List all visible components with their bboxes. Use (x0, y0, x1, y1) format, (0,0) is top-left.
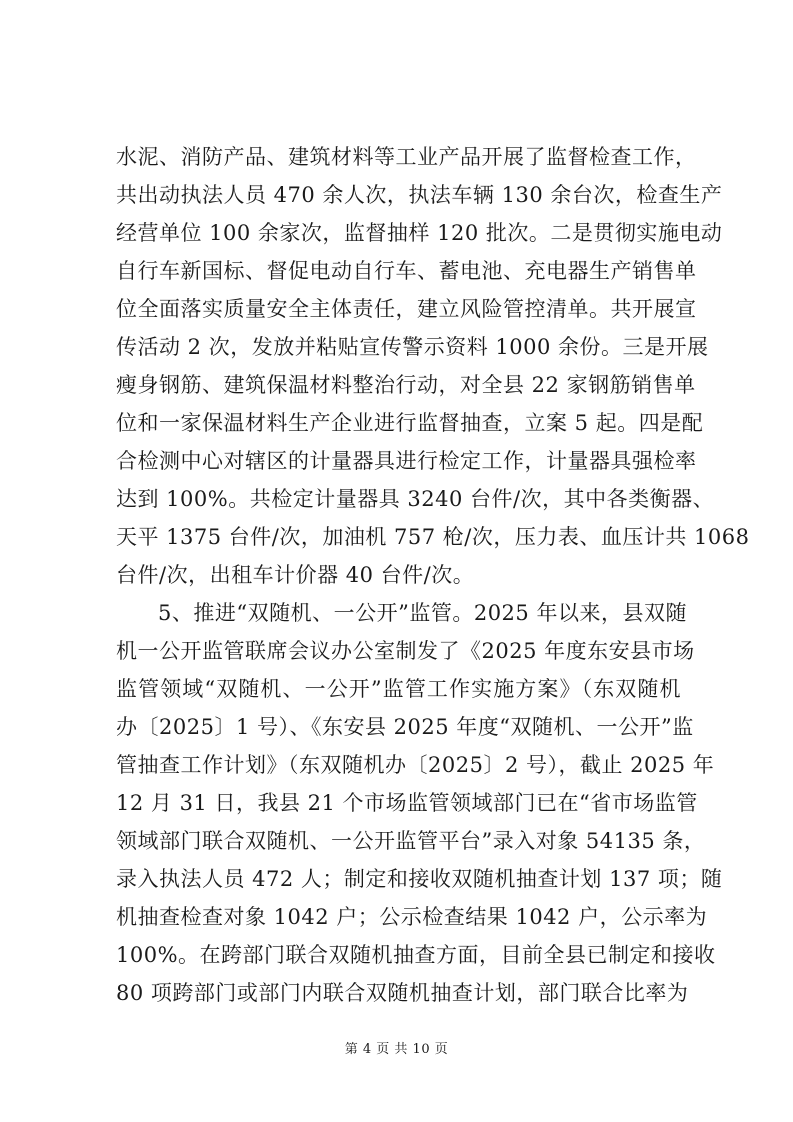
body-line-4: 自行车新国标、督促电动自行车、蓄电池、充电器生产销售单 (116, 259, 697, 283)
body-line-19: 领域部门联合双随机、一公开监管平台”录入对象 54135 条， (116, 829, 706, 853)
section-5-first-line: 5、推进“双随机、一公开”监管。2025 年以来，县双随 (158, 601, 687, 625)
body-line-15: 监管领域“双随机、一公开”监管工作实施方案》（东双随机 (116, 677, 681, 701)
body-line-9: 合检测中心对辖区的计量器具进行检定工作，计量器具强检率 (116, 449, 697, 473)
body-line-16: 办〔2025〕1 号）、《东安县 2025 年度“双随机、一公开”监 (116, 715, 694, 739)
body-line-8: 位和一家保温材料生产企业进行监督抽查，立案 5 起。四是配 (116, 411, 704, 435)
body-line-23: 80 项跨部门或部门内联合双随机抽查计划，部门联合比率为 (116, 981, 689, 1005)
body-line-12: 台件/次，出租车计价器 40 台件/次。 (116, 563, 475, 587)
body-line-6: 传活动 2 次，发放并粘贴宣传警示资料 1000 余份。三是开展 (116, 335, 709, 359)
body-line-11: 天平 1375 台件/次，加油机 757 枪/次，压力表、血压计共 1068 (116, 525, 750, 549)
body-line-20: 录入执法人员 472 人；制定和接收双随机抽查计划 137 项；随 (116, 867, 723, 891)
body-line-5: 位全面落实质量安全主体责任，建立风险管控清单。共开展宣 (116, 297, 697, 321)
body-line-1: 水泥、消防产品、建筑材料等工业产品开展了监督检查工作， (116, 145, 697, 169)
body-line-22: 100%。在跨部门联合双随机抽查方面，目前全县已制定和接收 (116, 943, 716, 967)
body-line-2: 共出动执法人员 470 余人次，执法车辆 130 余台次，检查生产 (116, 183, 723, 207)
body-line-3: 经营单位 100 余家次，监督抽样 120 批次。二是贯彻实施电动 (116, 221, 723, 245)
body-line-21: 机抽查检查对象 1042 户；公示检查结果 1042 户，公示率为 (116, 905, 708, 929)
body-line-14: 机一公开监管联席会议办公室制发了《2025 年度东安县市场 (116, 639, 695, 663)
body-line-18: 12 月 31 日，我县 21 个市场监管领域部门已在“省市场监管 (116, 791, 698, 815)
page-number-footer: 第 4 页 共 10 页 (344, 1042, 449, 1057)
body-line-17: 管抽查工作计划》（东双随机办〔2025〕2 号），截止 2025 年 (116, 753, 715, 777)
body-line-7: 瘦身钢筋、建筑保温材料整治行动，对全县 22 家钢筋销售单 (116, 373, 696, 397)
body-line-10: 达到 100%。共检定计量器具 3240 台件/次，其中各类衡器、 (116, 487, 715, 511)
